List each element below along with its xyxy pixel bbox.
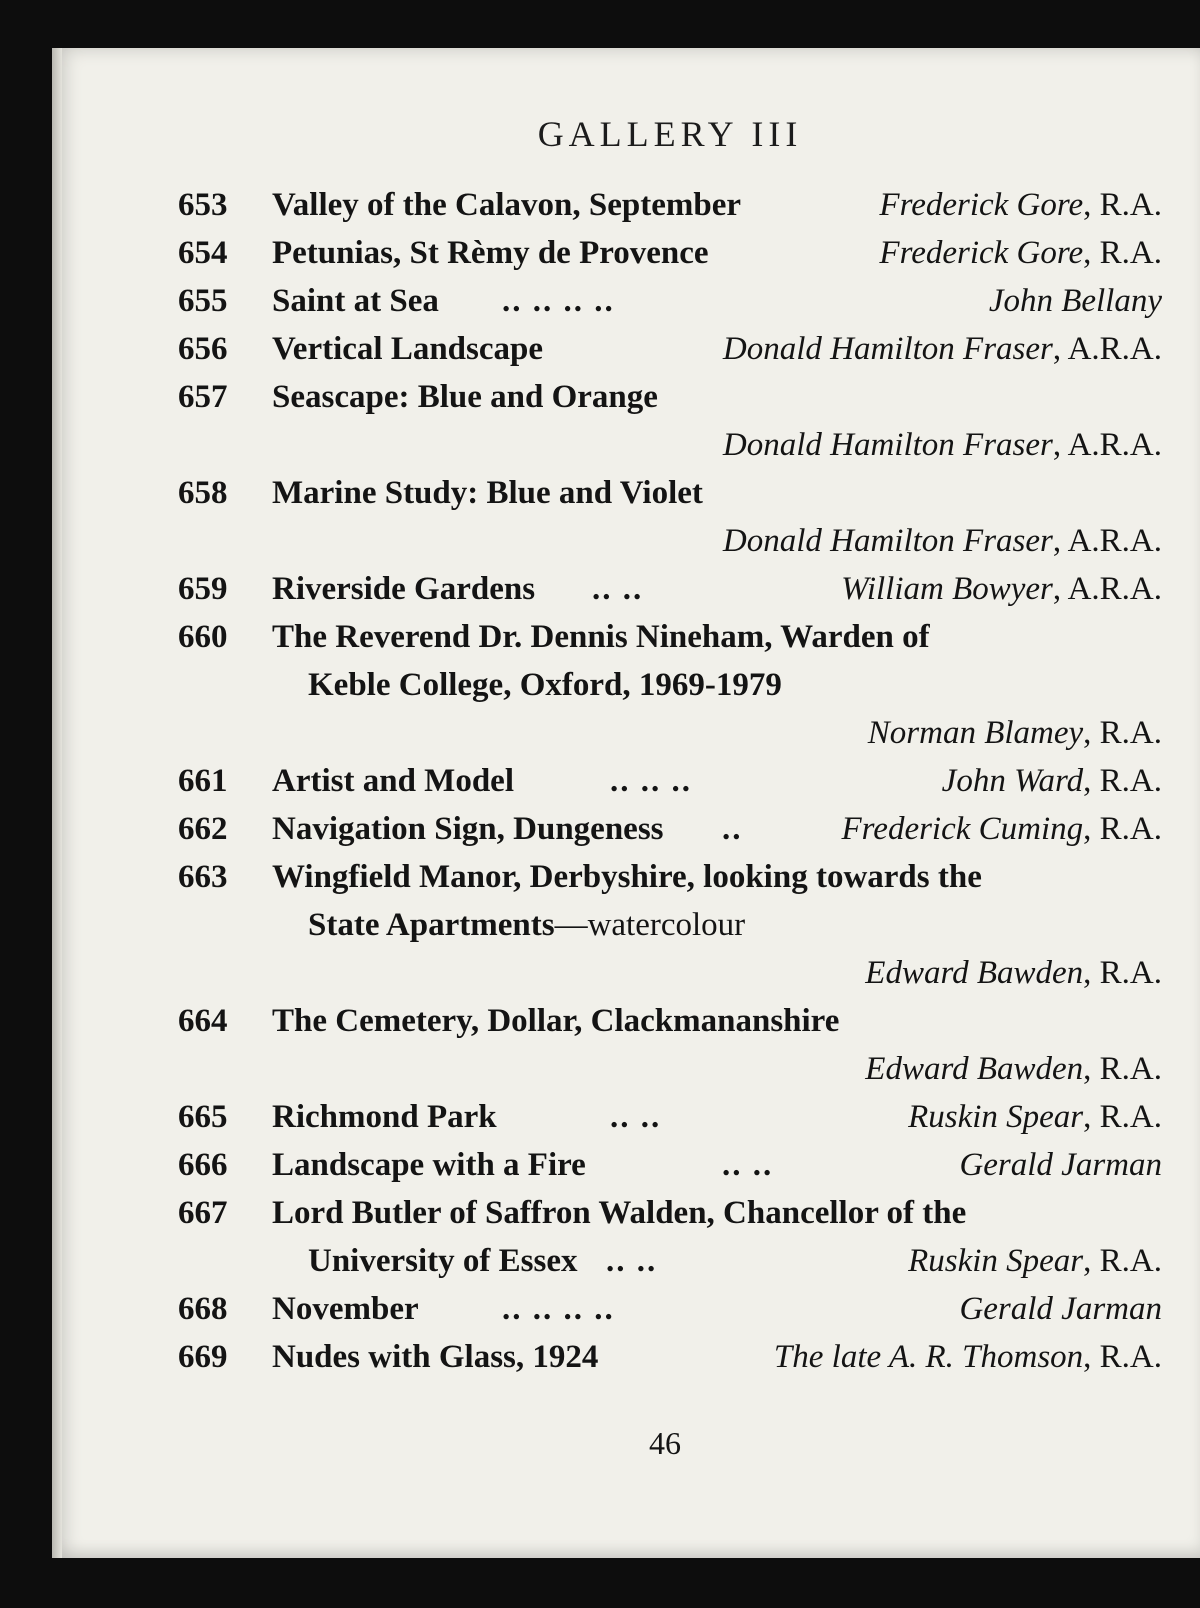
artist-suffix: , R.A. bbox=[1083, 1099, 1162, 1135]
entry-title: Saint at Sea bbox=[272, 283, 439, 319]
catalogue-entry-artist-line bbox=[0, 1045, 1200, 1093]
entry-title: Vertical Landscape bbox=[272, 331, 544, 367]
artist-suffix: , R.A. bbox=[1083, 811, 1162, 847]
page-number: 46 bbox=[649, 1425, 681, 1461]
leader-dots: .. .. .. .. bbox=[502, 283, 615, 319]
entry-artist bbox=[908, 1237, 1162, 1285]
entry-title-continued bbox=[308, 901, 745, 949]
entry-artist bbox=[868, 709, 1162, 757]
entry-title-continued: Keble College, Oxford, 1969-1979 bbox=[308, 667, 782, 703]
artist-suffix: , R.A. bbox=[1083, 1243, 1162, 1279]
entry-title: Landscape with a Fire bbox=[272, 1147, 586, 1183]
entry-number: 668 bbox=[178, 1291, 228, 1327]
entry-title: The Cemetery, Dollar, Clackmananshire bbox=[272, 1003, 840, 1039]
entry-number: 661 bbox=[178, 763, 228, 799]
entry-artist bbox=[865, 949, 1162, 997]
artist-name: Edward Bawden bbox=[865, 955, 1084, 991]
entry-title: November bbox=[272, 1291, 419, 1327]
catalogue-entry bbox=[0, 469, 1200, 517]
entry-number: 666 bbox=[178, 1147, 228, 1183]
entry-artist bbox=[774, 1333, 1162, 1381]
entry-artist bbox=[865, 1045, 1162, 1093]
catalogue-entry-artist-line bbox=[0, 709, 1200, 757]
entry-artist bbox=[942, 757, 1162, 805]
catalogue-entry-artist-line bbox=[0, 517, 1200, 565]
entry-number: 663 bbox=[178, 859, 228, 895]
artist-name: Frederick Gore bbox=[879, 235, 1084, 271]
artist-suffix: , R.A. bbox=[1083, 1051, 1162, 1087]
entry-artist bbox=[959, 1285, 1162, 1333]
entry-artist bbox=[723, 421, 1162, 469]
title-text: State Apartments bbox=[308, 907, 555, 943]
catalogue-entry bbox=[0, 757, 1200, 805]
catalogue-entry bbox=[0, 229, 1200, 277]
artist-name: Donald Hamilton Fraser bbox=[722, 331, 1053, 367]
artist-name: William Bowyer bbox=[841, 571, 1053, 607]
artist-name: A. R. Thomson bbox=[888, 1339, 1084, 1375]
artist-name: Frederick Cuming bbox=[841, 811, 1084, 847]
leader-dots: .. .. bbox=[592, 571, 644, 607]
entry-title: Navigation Sign, Dungeness bbox=[272, 811, 664, 847]
medium-note: —watercolour bbox=[554, 907, 746, 943]
catalogue-entry bbox=[0, 1093, 1200, 1141]
catalogue-entry-artist-line bbox=[0, 949, 1200, 997]
catalogue-entry-artist-line bbox=[0, 421, 1200, 469]
entry-title: Wingfield Manor, Derbyshire, looking towards the bbox=[272, 859, 982, 895]
artist-name: Ruskin Spear bbox=[908, 1243, 1084, 1279]
entry-number: 662 bbox=[178, 811, 228, 847]
artist-name: John Bellany bbox=[988, 283, 1162, 319]
entry-title: Nudes with Glass, 1924 bbox=[272, 1339, 599, 1375]
catalogue-entry-continuation bbox=[0, 1237, 1200, 1285]
catalogue-entry-continuation bbox=[0, 661, 1200, 709]
gallery-title: GALLERY III bbox=[537, 114, 803, 154]
artist-suffix: , A.R.A. bbox=[1052, 523, 1162, 559]
entry-number: 659 bbox=[178, 571, 228, 607]
catalogue-entry bbox=[0, 997, 1200, 1045]
artist-suffix: , R.A. bbox=[1083, 235, 1162, 271]
artist-name: Ruskin Spear bbox=[908, 1099, 1084, 1135]
catalogue-entry bbox=[0, 565, 1200, 613]
entry-number: 655 bbox=[178, 283, 228, 319]
catalogue-entry bbox=[0, 277, 1200, 325]
artist-suffix: , R.A. bbox=[1083, 1339, 1162, 1375]
artist-name: Gerald Jarman bbox=[959, 1147, 1162, 1183]
artist-name: Edward Bawden bbox=[865, 1051, 1084, 1087]
catalogue-entry bbox=[0, 805, 1200, 853]
entry-title-continued: University of Essex bbox=[308, 1243, 578, 1279]
entry-title: Marine Study: Blue and Violet bbox=[272, 475, 703, 511]
artist-name: Gerald Jarman bbox=[959, 1291, 1162, 1327]
entry-artist bbox=[723, 325, 1162, 373]
entry-number: 667 bbox=[178, 1195, 228, 1231]
leader-dots: .. .. bbox=[722, 1147, 774, 1183]
leader-dots: .. bbox=[722, 811, 743, 847]
artist-suffix: , R.A. bbox=[1083, 763, 1162, 799]
artist-suffix: , A.R.A. bbox=[1052, 427, 1162, 463]
entry-title: Petunias, St Rèmy de Provence bbox=[272, 235, 709, 271]
catalogue-entry bbox=[0, 1285, 1200, 1333]
entry-number: 660 bbox=[178, 619, 228, 655]
entry-title: Lord Butler of Saffron Walden, Chancellor of the bbox=[272, 1195, 967, 1231]
entry-artist bbox=[879, 229, 1162, 277]
entry-title: Riverside Gardens bbox=[272, 571, 536, 607]
entry-number: 665 bbox=[178, 1099, 228, 1135]
artist-name: Norman Blamey bbox=[867, 715, 1084, 751]
artist-suffix: , A.R.A. bbox=[1052, 331, 1162, 367]
catalogue-entry bbox=[0, 325, 1200, 373]
catalogue-entry-continuation bbox=[0, 901, 1200, 949]
entry-artist bbox=[842, 805, 1162, 853]
entry-number: 664 bbox=[178, 1003, 228, 1039]
artist-suffix: , R.A. bbox=[1083, 715, 1162, 751]
catalogue-entry bbox=[0, 181, 1200, 229]
artist-name: Donald Hamilton Fraser bbox=[722, 523, 1053, 559]
entry-title: Richmond Park bbox=[272, 1099, 497, 1135]
entry-title: Artist and Model bbox=[272, 763, 514, 799]
catalogue-entry bbox=[0, 1189, 1200, 1237]
entry-number: 657 bbox=[178, 379, 228, 415]
entry-artist bbox=[723, 517, 1162, 565]
entry-artist bbox=[959, 1141, 1162, 1189]
catalogue-entry bbox=[0, 1333, 1200, 1381]
artist-suffix: , A.R.A. bbox=[1052, 571, 1162, 607]
entry-artist bbox=[908, 1093, 1162, 1141]
leader-dots: .. .. .. .. bbox=[502, 1291, 615, 1327]
entry-artist bbox=[841, 565, 1162, 613]
entry-artist bbox=[879, 181, 1162, 229]
artist-suffix: , R.A. bbox=[1083, 187, 1162, 223]
artist-name: Donald Hamilton Fraser bbox=[722, 427, 1053, 463]
catalogue-entry bbox=[0, 373, 1200, 421]
leader-dots: .. .. bbox=[606, 1243, 658, 1279]
leader-dots: .. .. bbox=[610, 1099, 662, 1135]
entry-title: Valley of the Calavon, September bbox=[272, 187, 741, 223]
artist-prefix: The late bbox=[773, 1339, 889, 1375]
entry-number: 658 bbox=[178, 475, 228, 511]
catalogue-entry bbox=[0, 1141, 1200, 1189]
artist-name: John Ward bbox=[941, 763, 1084, 799]
entry-title: The Reverend Dr. Dennis Nineham, Warden of bbox=[272, 619, 930, 655]
entry-title: Seascape: Blue and Orange bbox=[272, 379, 658, 415]
entry-number: 656 bbox=[178, 331, 228, 367]
catalogue-entry bbox=[0, 853, 1200, 901]
catalogue-entry bbox=[0, 613, 1200, 661]
entry-number: 653 bbox=[178, 187, 228, 223]
artist-suffix: , R.A. bbox=[1083, 955, 1162, 991]
entry-number: 654 bbox=[178, 235, 228, 271]
entry-number: 669 bbox=[178, 1339, 228, 1375]
leader-dots: .. .. .. bbox=[610, 763, 692, 799]
entry-artist bbox=[989, 277, 1162, 325]
artist-name: Frederick Gore bbox=[879, 187, 1084, 223]
